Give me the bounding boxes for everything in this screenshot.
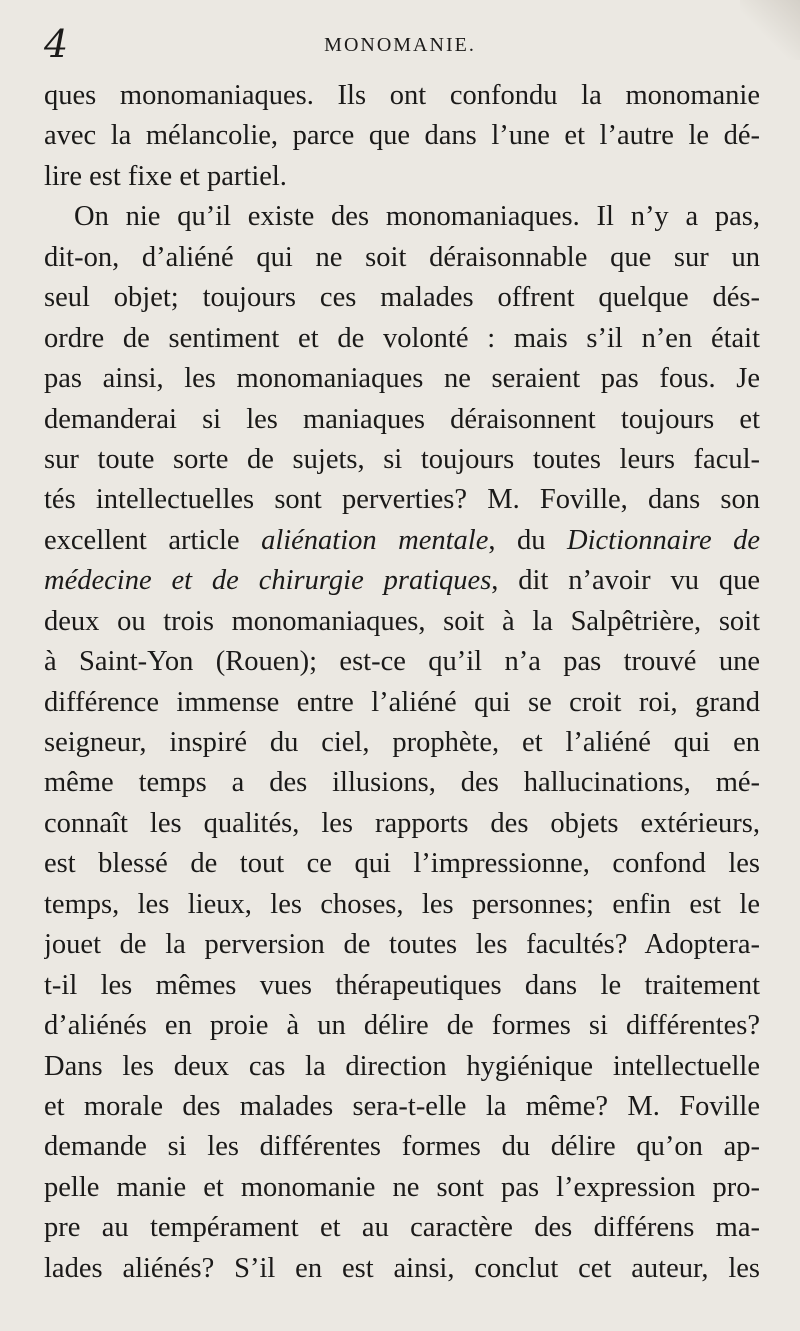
text-line: différence immense entre l’aliéné qui se croit roi, grand [44,686,760,718]
text-line: et morale des malades sera-t-elle la même? M. Foville [44,1090,760,1122]
text-line: lades aliénés? S’il en est ainsi, conclut cet auteur, les [44,1252,760,1284]
text-line: médecine et de chirurgie pratiques, dit n’avoir vu que [44,565,760,597]
text-line: même temps a des illusions, des hallucinations, mé- [44,767,760,799]
text-line: jouet de la perversion de toutes les facultés? Adoptera- [44,929,760,961]
text-line: excellent article aliénation mentale, du Dictionnaire de [44,524,760,556]
page-number: 4 [44,22,69,66]
text-line: dit-on, d’aliéné qui ne soit déraisonnable que sur un [44,241,760,273]
text-line: à Saint-Yon (Rouen); est-ce qu’il n’a pas trouvé une [44,646,760,678]
text-line: est blessé de tout ce qui l’impressionne, confond les [44,848,760,880]
text-line: pelle manie et monomanie ne sont pas l’expression pro- [44,1171,760,1203]
text-line: demande si les différentes formes du délire qu’on ap- [44,1131,760,1163]
text-line: connaît les qualités, les rapports des objets extérieurs, [44,807,760,839]
text-line: temps, les lieux, les choses, les personnes; enfin est le [44,888,760,920]
text-line: ordre de sentiment et de volonté : mais s’il n’en était [44,322,760,354]
text-line: demanderai si les maniaques déraisonnent toujours et [44,403,760,435]
text-line: sur toute sorte de sujets, si toujours toutes leurs facul- [44,443,760,475]
text-line: t-il les mêmes vues thérapeutiques dans le traitement [44,969,760,1001]
text-line: ques monomaniaques. Ils ont confondu la monomanie [44,80,760,111]
text-line: avec la mélancolie, parce que dans l’une et l’autre le dé- [44,120,760,152]
text-line: Dans les deux cas la direction hygiénique intellectuelle [44,1050,760,1082]
text-line: deux ou trois monomaniaques, soit à la Salpêtrière, soit [44,605,760,637]
running-title: MONOMANIE. [324,34,476,56]
page-header [0,20,800,70]
text-line: seul objet; toujours ces malades offrent quelque dés- [44,282,760,314]
text-line: pre au tempérament et au caractère des différens ma- [44,1212,760,1244]
text-line: d’aliénés en proie à un délire de formes si différentes? [44,1010,760,1042]
text-line: On nie qu’il existe des monomaniaques. Il n’y a pas, [74,201,760,233]
text-line: lire est fixe et partiel. [44,160,287,192]
text-line: pas ainsi, les monomaniaques ne seraient pas fous. Je [44,363,760,395]
text-line: tés intellectuelles sont perverties? M. Foville, dans son [44,484,760,516]
body-text [44,76,760,1289]
text-line: seigneur, inspiré du ciel, prophète, et l’aliéné qui en [44,727,760,758]
